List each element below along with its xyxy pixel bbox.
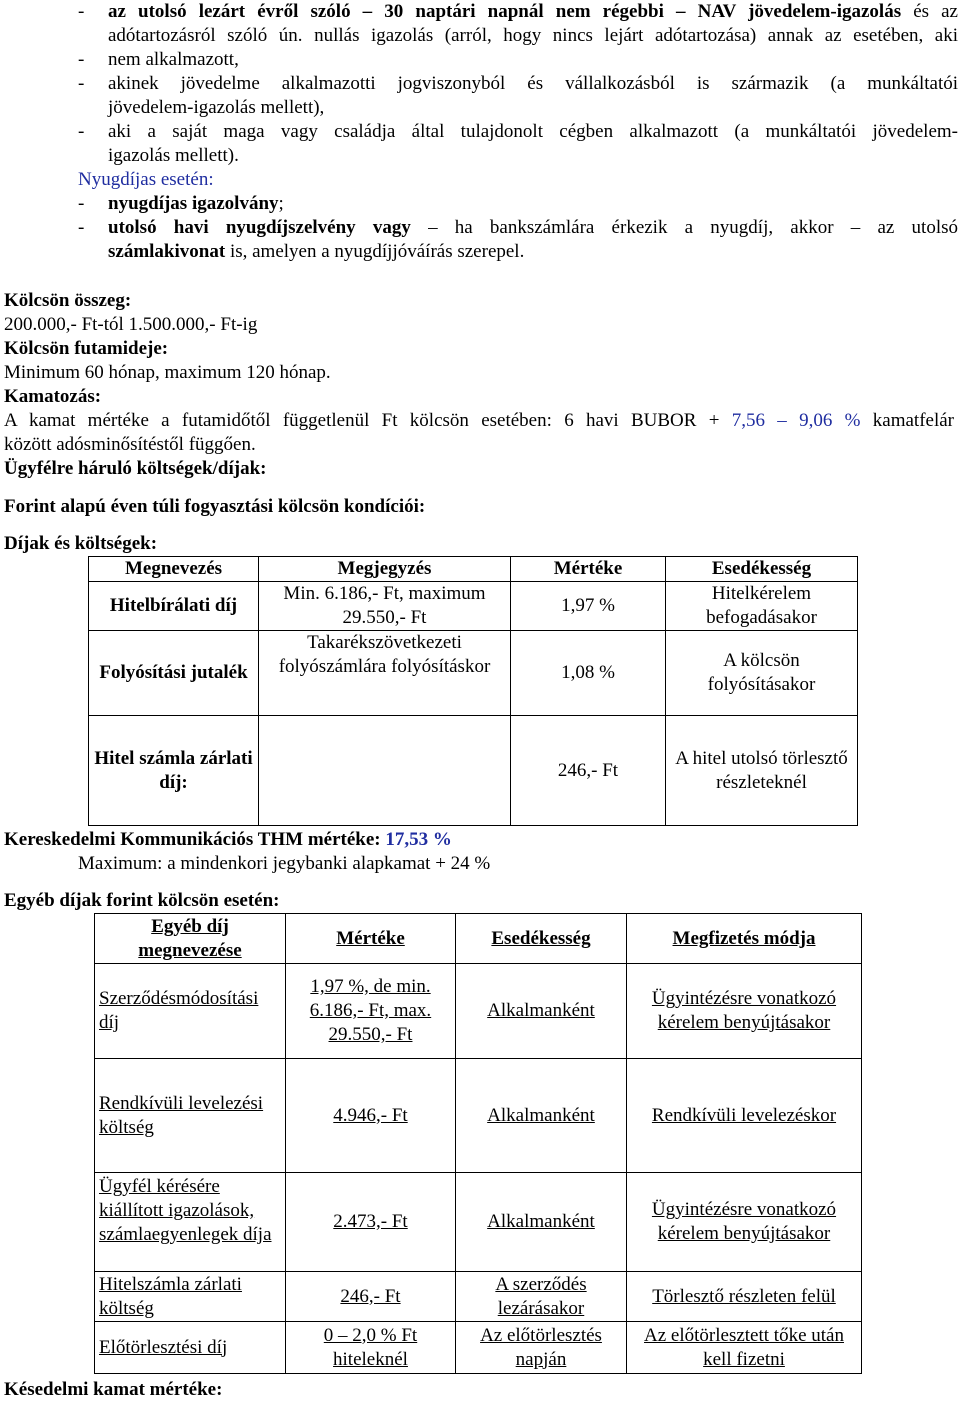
- interest-line2: között adósminősítéstől függően.: [4, 434, 256, 455]
- interest-text: A kamat mértéke a futamidőtől függetlenül Ft kölcsön esetében: 6 havi BUBOR + 7,56 – 9,06 % kamatfelár: [4, 410, 955, 431]
- bullet1-bold: az utolsó lezárt évről szóló – 30 naptári napnál nem régebbi – NAV jövedelem-igazolás: [108, 1, 902, 22]
- costs-label: Ügyfélre háruló költségek/díjak:: [4, 458, 267, 479]
- table-row: Rendkívüli levelezési költség 4.946,- Ft Alkalmanként Rendkívüli levelezéskor: [95, 1059, 862, 1173]
- thm-max: Maximum: a mindenkori jegybanki alapkamat + 24 %: [78, 853, 491, 874]
- table-row: Előtörlesztési díj 0 – 2,0 % Ft hiteleknél Az előtörlesztés napján Az előtörlesztett tőke után kell fizetni: [95, 1322, 862, 1374]
- table-row: Szerződésmódosítási díj 1,97 %, de min. 6.186,- Ft, max. 29.550,- Ft Alkalmanként Ügyintézésre vonatkozó kérelem benyújtásakor: [95, 964, 862, 1059]
- loan-term-label: Kölcsön futamideje:: [4, 338, 169, 359]
- pension-heading: Nyugdíjas esetén:: [78, 169, 214, 190]
- bullet-item: - aki a saját maga vagy családja által tulajdonolt cégben alkalmazott (a munkáltatói jövedelem- igazolás mellett).: [78, 121, 958, 166]
- table-row: Hitelszámla zárlati költség 246,- Ft A szerződés lezárásakor Törlesztő részleten felül: [95, 1272, 862, 1322]
- loan-amount-value: 200.000,- Ft-tól 1.500.000,- Ft-ig: [4, 314, 258, 335]
- bullet-item: - nyugdíjas igazolvány;: [78, 193, 284, 214]
- pension-b2-bold: utolsó havi nyugdíjszelvény vagy: [108, 217, 411, 238]
- table-header-row: Megnevezés Megjegyzés Mértéke Esedékesség: [89, 557, 858, 582]
- table-row: Folyósítási jutalék Takarékszövetkezeti folyószámlára folyósításkor 1,08 % A kölcsön folyósításakor: [89, 631, 858, 716]
- bullet-item: - akinek jövedelme alkalmazotti jogviszonyból és vállalkozásból is származik (a munkáltatói jövedelem-igazolás mellett),: [78, 73, 958, 118]
- table-row: Ügyfél kérésére kiállított igazolások, számlaegyenlegek díja 2.473,- Ft Alkalmanként Ügyintézésre vonatkozó kérelem benyújtásakor: [95, 1173, 862, 1272]
- bullet-item: - az utolsó lezárt évről szóló – 30 naptári napnál nem régebbi – NAV jövedelem-igazolás és az adótartozásról szóló ún. nullás igazolás (arról, hogy nincs lejárt adótartozása) annak az esetében, aki: [78, 1, 958, 46]
- loan-amount-label: Kölcsön összeg:: [4, 290, 132, 311]
- bullet1-line2: adótartozásról szóló ún. nullás igazolás (arról, hogy nincs lejárt adótartozása) annak az esetében, aki: [108, 25, 958, 46]
- bullet-item: - nem alkalmazott,: [78, 48, 958, 72]
- thm-value: 17,53 %: [385, 829, 452, 850]
- other-fees-table: [94, 913, 862, 1374]
- fees-label: Díjak és költségek:: [4, 533, 158, 554]
- bullet2-text: nem alkalmazott,: [108, 49, 239, 70]
- other-fees-label: Egyéb díjak forint kölcsön esetén:: [4, 890, 280, 911]
- bullet-item: - utolsó havi nyugdíjszelvény vagy – ha bankszámlára érkezik a nyugdíj, akkor – az utolsó számlakivonat is, amelyen a nyugdíjjóváírás szerepel.: [78, 217, 958, 262]
- bullet3-line2: jövedelem-igazolás mellett),: [108, 97, 325, 118]
- table-row: Hitel számla zárlati díj: 246,- Ft A hitel utolsó törlesztő részleteknél: [89, 716, 858, 826]
- thm-line: Kereskedelmi Kommunikációs THM mértéke: 17,53 %: [4, 829, 452, 850]
- conditions-label: Forint alapú éven túli fogyasztási kölcsön kondíciói:: [4, 496, 426, 517]
- bullet4-line2: igazolás mellett).: [108, 145, 239, 166]
- pension-b2-line2-bold: számlakivonat: [108, 241, 226, 262]
- bullet4-line1: aki a saját maga vagy családja által tulajdonolt cégben alkalmazott (a munkáltatói jövedelem-: [108, 121, 958, 142]
- interest-label: Kamatozás:: [4, 386, 102, 407]
- table-row: Hitelbírálati díj Min. 6.186,- Ft, maximum 29.550,- Ft 1,97 % Hitelkérelem befogadásakor: [89, 582, 858, 631]
- late-interest-label: Késedelmi kamat mértéke:: [4, 1379, 223, 1400]
- bullet3-line1: akinek jövedelme alkalmazotti jogviszonyból és vállalkozásból is származik (a munkáltatói: [108, 73, 958, 94]
- fee-table: [88, 556, 858, 826]
- table-header-row: Egyéb díj megnevezése Mértéke Esedékesség Megfizetés módja: [95, 914, 862, 964]
- pension-b1: nyugdíjas igazolvány: [108, 193, 279, 214]
- loan-term-value: Minimum 60 hónap, maximum 120 hónap.: [4, 362, 331, 383]
- interest-range: 7,56 – 9,06 %: [731, 410, 861, 431]
